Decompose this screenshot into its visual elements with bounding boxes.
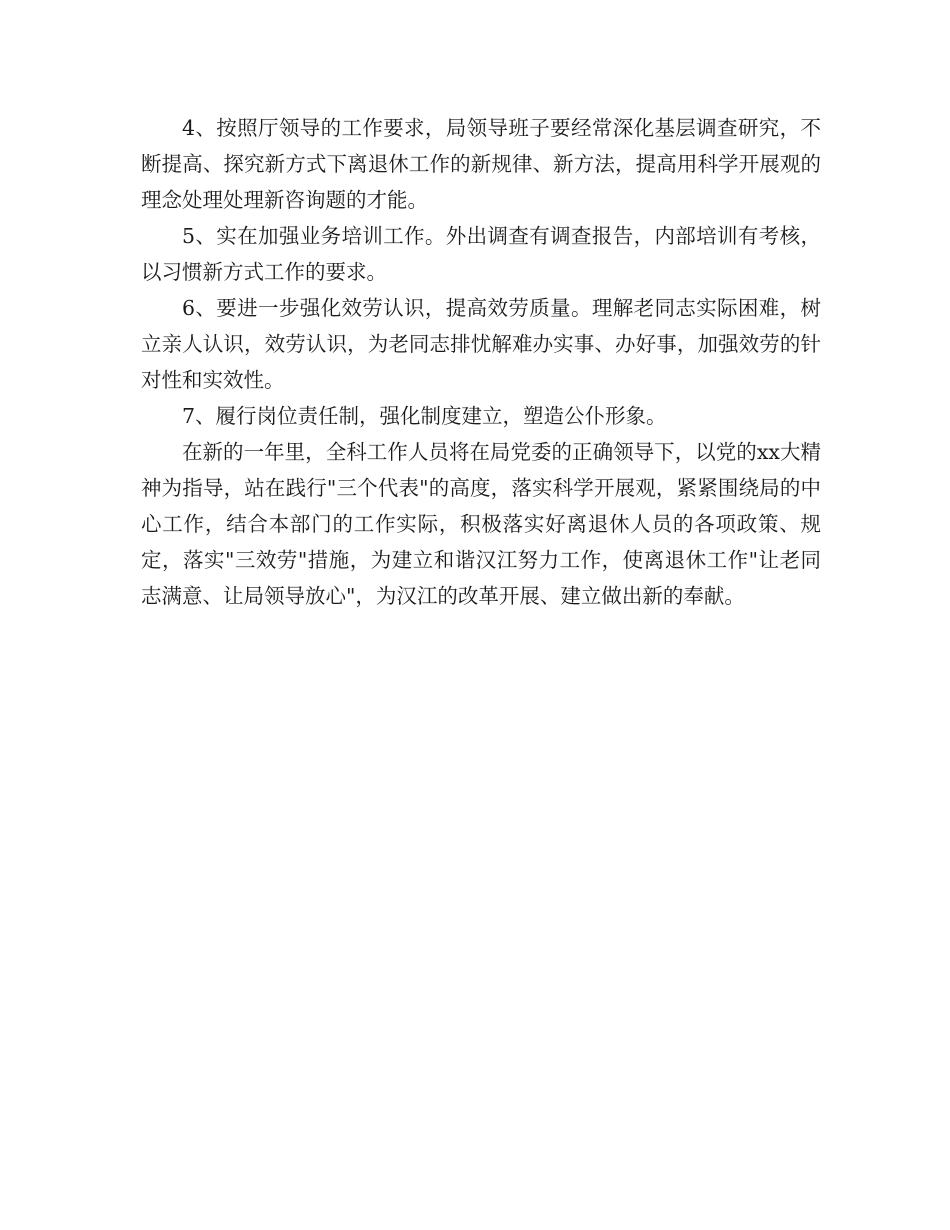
paragraph-item-5: 5、实在加强业务培训工作。外出调查有调查报告，内部培训有考核，以习惯新方式工作的要求。 — [141, 224, 821, 284]
paragraph-item-7: 7、履行岗位责任制，强化制度建立，塑造公仆形象。 — [182, 404, 667, 428]
document-body — [141, 110, 821, 614]
paragraph-new-year: 在新的一年里，全科工作人员将在局党委的正确领导下，以党的xx大精神为指导，站在践行"三个代表"的高度，落实科学开展观，紧紧围绕局的中心工作，结合本部门的工作实际，积极落实好离退休人员的各项政策、规定，落实"三效劳"措施，为建立和谐汉江努力工作，使离退休工作"让老同志满意、让局领导放心"，为汉江的改革开展、建立做出新的奉献。 — [141, 440, 821, 608]
paragraph-item-4: 4、按照厅领导的工作要求，局领导班子要经常深化基层调查研究，不断提高、探究新方式下离退休工作的新规律、新方法，提高用科学开展观的理念处理处理新咨询题的才能。 — [141, 116, 821, 212]
paragraph-item-6: 6、要进一步强化效劳认识，提高效劳质量。理解老同志实际困难，树立亲人认识，效劳认识，为老同志排忧解难办实事、办好事，加强效劳的针对性和实效性。 — [141, 296, 821, 392]
